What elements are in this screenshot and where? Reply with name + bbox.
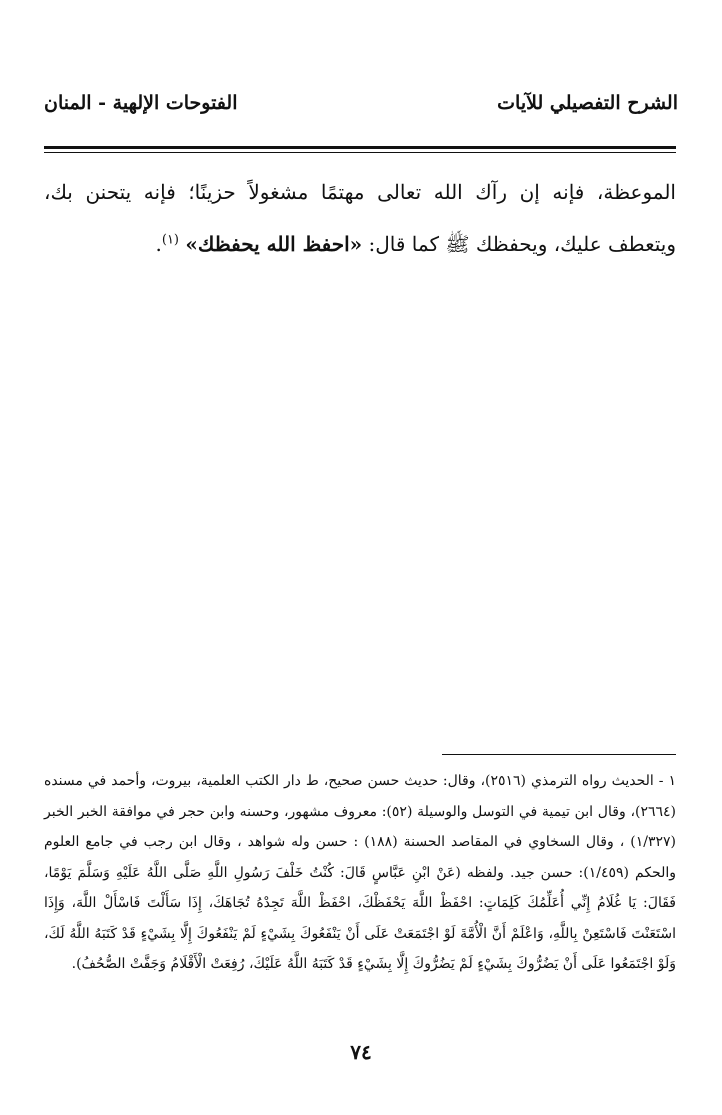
footnote-1: ١ - الحديث رواه الترمذي (٢٥١٦)، وقال: حديث حسن صحيح، ط دار الكتب العلمية، بيروت، وأحمد في مسنده (٢٦٦٤)، وقال ابن تيمية في التوسل والوسيلة (٥٢): معروف مشهور، وحسنه وابن حجر في موافقة الخبر الخبر (١/٣٢٧) ، وقال السخاوي في المقاصد الحسنة (١٨٨) : حسن وله شواهد ، وقال ابن رجب في جامع العلوم والحكم (١/٤٥٩): حسن جيد. ولفظه (عَنْ ابْنِ عَبَّاسٍ قَالَ: كُنْتُ خَلْفَ رَسُولِ اللَّهِ صَلَّى اللَّهُ عَلَيْهِ وَسَلَّمَ يَوْمًا، فَقَالَ: يَا غُلَامُ إِنِّي أُعَلِّمُكَ كَلِمَاتٍ: احْفَظْ اللَّهَ يَحْفَظْكَ، احْفَظْ اللَّهَ تَجِدْهُ تُجَاهَكَ، إِذَا سَأَلْتَ فَاسْأَلْ اللَّهَ، وَإِذَا اسْتَعَنْتَ فَاسْتَعِنْ بِاللَّهِ، وَاعْلَمْ أَنَّ الْأُمَّةَ لَوْ اجْتَمَعَتْ عَلَى أَنْ يَنْفَعُوكَ بِشَيْءٍ لَمْ يَنْفَعُوكَ إِلَّا بِشَيْءٍ قَدْ كَتَبَهُ اللَّهُ لَكَ، وَلَوْ اجْتَمَعُوا عَلَى أَنْ يَضُرُّوكَ بِشَيْءٍ لَمْ يَضُرُّوكَ إِلَّا بِشَيْءٍ قَدْ كَتَبَهُ اللَّهُ عَلَيْكَ، رُفِعَتْ الْأَقْلَامُ وَجَفَّتْ الصُّحُفُ). — [44, 773, 676, 972]
footnote-reference[interactable]: (١) — [161, 232, 179, 248]
footnotes-section — [44, 766, 676, 980]
book-section-title: الفتوحات الإلهية - المنان — [44, 92, 238, 114]
body-paragraph — [44, 166, 676, 270]
header-divider-thick — [44, 146, 676, 149]
chapter-title: الشرح التفصيلي للآيات — [497, 92, 678, 114]
page-number: ٧٤ — [350, 1040, 372, 1064]
running-header — [44, 92, 678, 132]
footnote-divider — [442, 754, 676, 755]
hadith-quote: «احفظ الله يحفظك» — [185, 232, 363, 256]
main-body-text — [44, 166, 676, 270]
header-divider-thin — [44, 152, 676, 153]
paragraph-end: . — [155, 232, 162, 256]
paragraph-lead: الموعظة، فإنه إن رآك الله تعالى مهتمًا مشغولاً حزينًا؛ فإنه يتحنن بك، ويتعطف عليك، ويحفظك ﷺ كما قال: — [44, 180, 676, 256]
